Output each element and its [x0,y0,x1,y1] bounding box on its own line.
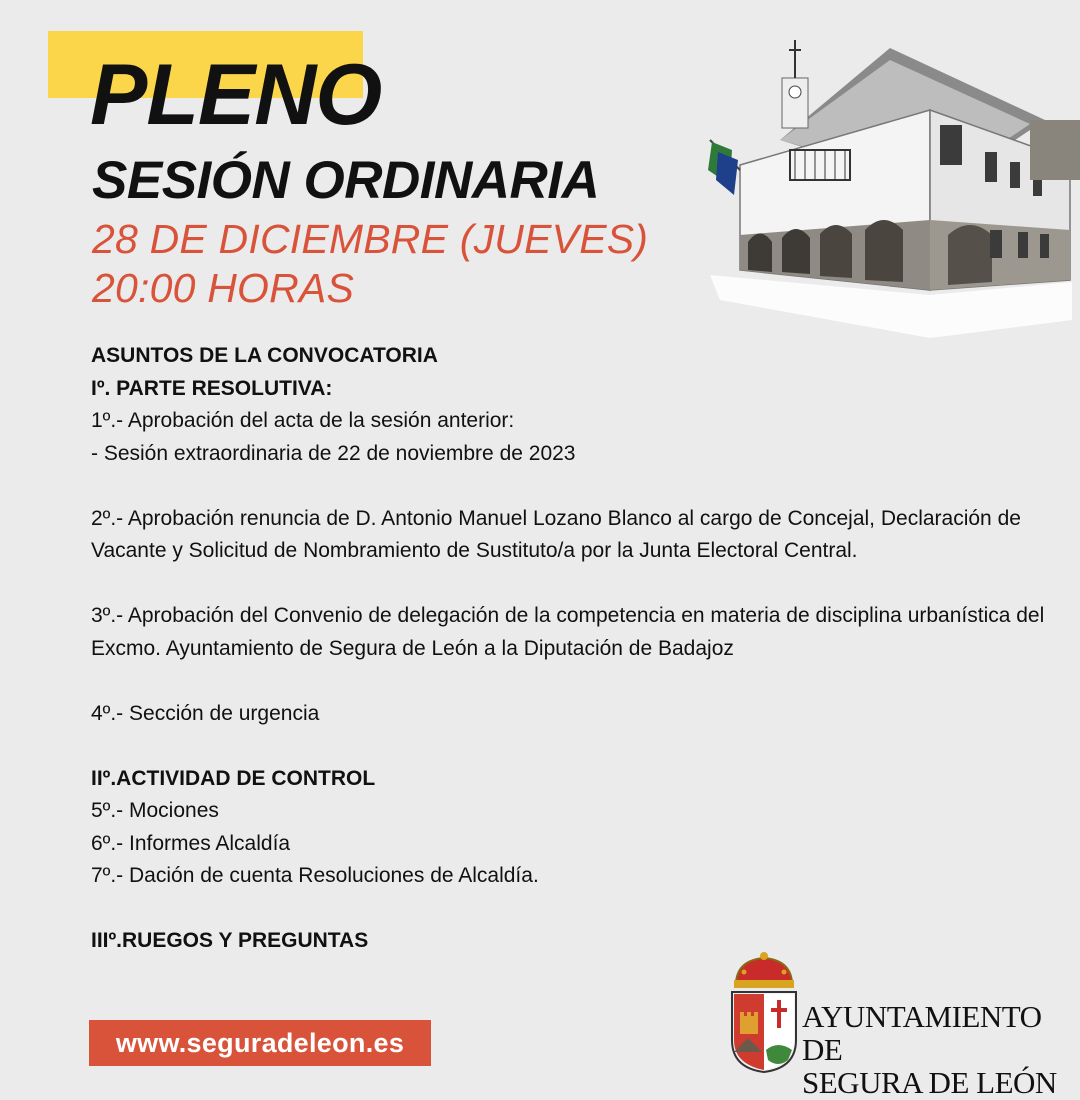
agenda-item-2: 2º.- Aprobación renuncia de D. Antonio Manuel Lozano Blanco al cargo de Concejal, Declaración de Vacante y Solicitud de Nombramiento de Sustituto/a por la Junta Electoral Central. [91,506,1021,562]
agenda-item-7: 7º.- Dación de cuenta Resoluciones de Alcaldía. [91,864,539,887]
agenda-heading: ASUNTOS DE LA CONVOCATORIA [91,344,438,367]
session-date: 28 DE DICIEMBRE (JUEVES) [92,216,649,262]
organization-line-1: AYUNTAMIENTO DE [802,999,1042,1067]
part1-heading: Iº. PARTE RESOLUTIVA: [91,376,333,400]
agenda-item-4: 4º.- Sección de urgencia [91,701,320,725]
organization-line-2: SEGURA DE LEÓN [802,1065,1057,1100]
coat-of-arms-icon [728,950,800,1075]
town-hall-illustration [700,20,1080,342]
agenda [91,340,1051,958]
organization-name [802,1000,1080,1099]
part3-heading: IIIº.RUEGOS Y PREGUNTAS [91,929,369,952]
agenda-item-3: 3º.- Aprobación del Convenio de delegación de la competencia en materia de disciplina urbanística del Excmo. Ayuntamiento de Segura de León a la Diputación de Badajoz [91,604,1045,660]
page-title: PLENO [90,47,382,143]
session-type: SESIÓN ORDINARIA [92,151,600,210]
session-time: 20:00 HORAS [92,265,354,311]
part2-heading: IIº.ACTIVIDAD DE CONTROL [91,766,376,790]
agenda-item-1: 1º.- Aprobación del acta de la sesión anterior: [91,409,515,432]
agenda-item-6: 6º.- Informes Alcaldía [91,831,291,855]
agenda-item-5: 5º.- Mociones [91,799,219,822]
agenda-item-1-sub: - Sesión extraordinaria de 22 de noviembre de 2023 [91,441,576,465]
website-link[interactable]: www.seguradeleon.es [89,1020,431,1066]
